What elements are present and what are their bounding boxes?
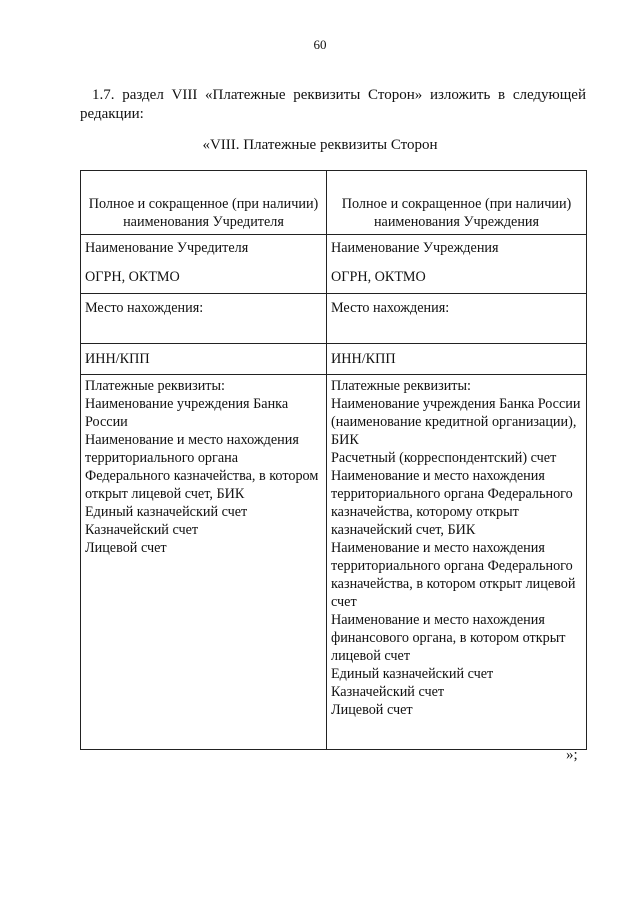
founder-name-label: Наименование Учредителя	[85, 240, 249, 256]
institution-name-cell	[327, 235, 587, 294]
institution-inn-cell: ИНН/КПП	[327, 344, 587, 375]
institution-payment-line: Наименование учреждения Банка России (наименование кредитной организации), БИК	[331, 396, 581, 448]
amendment-paragraph	[80, 86, 586, 124]
founder-payment-line: Наименование учреждения Банка России	[85, 396, 289, 430]
header-founder-cell: Полное и сокращенное (при наличии) наименования Учредителя	[81, 171, 327, 235]
founder-payment-line: Платежные реквизиты:	[85, 378, 225, 394]
page-number: 60	[313, 37, 327, 52]
founder-payment-line: Наименование и место нахождения территориального органа Федерального казначейства, в котором открыт лицевой счет, БИК	[85, 432, 319, 502]
institution-payment-line: Единый казначейский счет	[331, 666, 494, 682]
closing-quote: »;	[566, 747, 578, 763]
founder-payment-line: Казначейский счет	[85, 522, 199, 538]
institution-payment-line: Лицевой счет	[331, 702, 413, 718]
table-header-row	[81, 171, 587, 235]
founder-payment-line: Единый казначейский счет	[85, 504, 248, 520]
institution-payment-line: Расчетный (корреспондентский) счет	[331, 450, 557, 466]
founder-payment-line: Лицевой счет	[85, 540, 167, 556]
founder-ogrn-label: ОГРН, ОКТМО	[85, 269, 180, 285]
amendment-text-line-2: редакции:	[80, 106, 144, 122]
institution-payment-line: Платежные реквизиты:	[331, 378, 471, 394]
institution-payment-line: Наименование и место нахождения территориального органа Федерального казначейства, в котором открыт лицевой счет	[331, 540, 576, 610]
table-row-address	[81, 294, 587, 344]
table-row-inn	[81, 344, 587, 375]
institution-ogrn-label: ОГРН, ОКТМО	[331, 269, 426, 285]
institution-address-cell: Место нахождения:	[327, 294, 587, 344]
founder-address-cell: Место нахождения:	[81, 294, 327, 344]
founder-inn-cell: ИНН/КПП	[81, 344, 327, 375]
payment-details-table	[80, 170, 587, 750]
amendment-text-line-1: 1.7. раздел VIII «Платежные реквизиты Сторон» изложить в следующей	[92, 87, 586, 103]
section-heading: «VIII. Платежные реквизиты Сторон	[202, 137, 438, 153]
institution-payment-line: Казначейский счет	[331, 684, 445, 700]
institution-payment-line: Наименование и место нахождения территориального органа Федерального казначейства, которому открыт казначейский счет, БИК	[331, 468, 573, 538]
institution-name-label: Наименование Учреждения	[331, 240, 499, 256]
header-institution-cell: Полное и сокращенное (при наличии) наименования Учреждения	[327, 171, 587, 235]
table-row-payment-details	[81, 375, 587, 750]
institution-payment-cell	[327, 375, 587, 750]
table-row-name	[81, 235, 587, 294]
founder-name-cell	[81, 235, 327, 294]
founder-payment-cell	[81, 375, 327, 750]
institution-payment-line: Наименование и место нахождения финансового органа, в котором открыт лицевой счет	[331, 612, 566, 664]
